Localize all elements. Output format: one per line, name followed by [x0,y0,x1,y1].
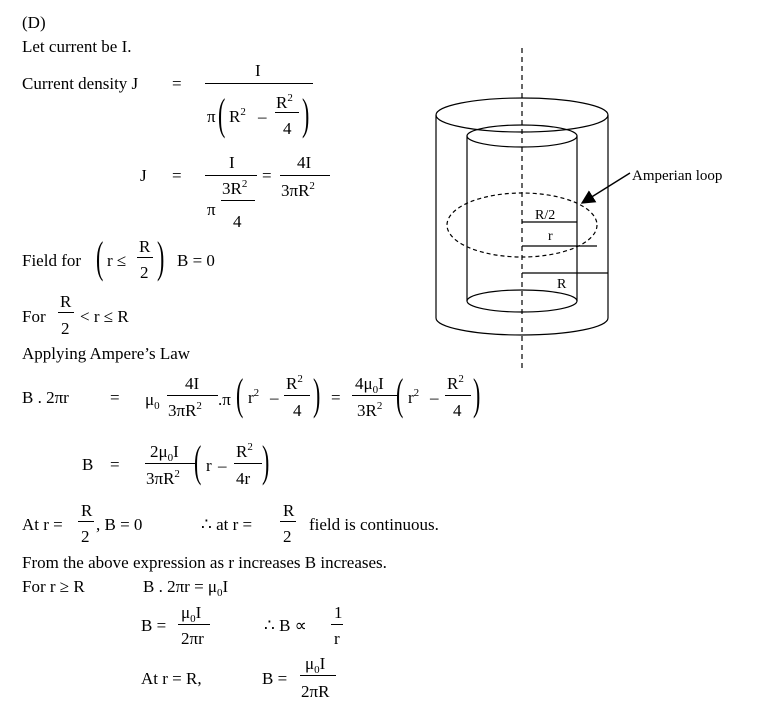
paren-open: ( [194,437,202,486]
paren-open: ( [396,370,404,419]
three-pi-R-sq: $3\pi R^2$ [146,468,180,488]
three-R-sq: $3R^2$ [357,400,383,420]
applying-amperes-law: Applying Ampere’s Law [22,344,191,363]
at-r-R-label: At r = R, [141,669,202,688]
R-sq-num: $R^2$ [286,373,303,393]
numerator-4I: 4I [297,153,312,172]
denominator-2: 2 [61,319,70,338]
equals-sign: = [110,455,120,474]
label-R-half: R/2 [535,208,556,223]
range-text: < r ≤ R [80,307,129,326]
amperian-loop-label: Amperian loop [632,168,723,184]
numerator-1: 1 [334,603,343,622]
therefore-at-r: ∴ at r = [201,515,253,534]
R-num: R [283,501,295,520]
two-pi-R: 2πR [301,682,330,701]
mu0-I: $\mu_0I$ [305,654,326,676]
at-r-label: At r = [22,515,63,534]
three-pi-R-sq: $3\pi R^2$ [281,180,315,200]
three-pi-R-sq: $3\pi R^2$ [168,400,202,420]
denominator-2: 2 [283,527,292,546]
B-label: B [82,455,94,474]
paren-open: ( [236,370,244,419]
denominator-4: 4 [283,119,292,138]
numerator-4I: 4I [185,374,200,393]
denominator-4: 4 [233,212,242,231]
numerator-I: I [229,153,235,172]
dot-pi: .π [218,390,231,409]
numerator-I: I [255,61,261,80]
denominator-2: 2 [81,527,90,546]
equals-sign: = [172,166,182,185]
R-num: R [139,237,151,256]
B-2pir-label: B . 2πr [22,388,69,407]
R-sq-num: $R^2$ [447,373,464,393]
therefore-B-prop: ∴ B ∝ [264,616,307,635]
paren-close: ) [262,437,270,486]
B-equals-zero: B = 0 [177,251,215,270]
r-sq: $r^2$ [408,387,420,407]
two-pi-r: 2πr [181,629,204,648]
pi-symbol: π [207,200,216,219]
for-r-ge-R: For r ≥ R [22,577,85,596]
three-R-sq: $3R^2$ [222,178,248,198]
r-sq: $r^2$ [248,387,260,407]
equals-sign: = [110,388,120,407]
mu0-I: $\mu_0I$ [181,603,202,625]
option-label: (D) [22,13,46,32]
minus-sign: – [218,456,227,475]
equals-sign: = [172,74,182,93]
minus-sign: – [270,388,279,407]
label-r: r [548,229,553,244]
denominator-r: r [334,629,340,648]
denominator-4: 4 [453,401,462,420]
paren-close: ) [473,370,481,419]
let-current-text: Let current be I. [22,37,132,56]
r-var: r [206,456,212,475]
minus-sign: – [258,107,267,126]
paren-close: ) [157,233,165,282]
R-num: R [81,501,93,520]
B-equals: B = [262,669,288,688]
paren-close: ) [313,370,321,419]
minus-sign: – [430,388,439,407]
r-le-text: r ≤ [107,251,127,270]
amperian-arrow [582,173,630,203]
R-num: R [60,292,72,311]
field-for-label: Field for [22,251,82,270]
R-sq-num: $R^2$ [276,92,293,112]
denominator-4: 4 [293,401,302,420]
from-above-text: From the above expression as r increases B increases. [22,553,387,572]
mu-zero: $\mu_0$ [145,390,160,412]
denominator-2: 2 [140,263,149,282]
J-label: J [140,166,147,185]
pi-symbol: π [207,107,216,126]
R-sq-num: $R^2$ [236,441,253,461]
paren-open: ( [96,233,104,282]
current-density-label: Current density J [22,74,139,93]
equals-sign: = [331,388,341,407]
equals-sign: = [262,166,272,185]
R-sq: $R^2$ [229,106,246,126]
paren-open: ( [218,90,226,139]
for-label: For [22,307,46,326]
field-continuous-text: field is continuous. [309,515,439,534]
B-equals-zero: , B = 0 [96,515,143,534]
four-mu0-I: $4\mu_0I$ [355,374,384,396]
two-mu0-I: $2\mu_0I$ [150,442,179,464]
B-2pir-eq-mu0I: B . $2\pi r = \mu_0I$ [143,577,229,599]
paren-close: ) [302,90,310,139]
B-equals: B = [141,616,167,635]
label-R: R [557,277,567,292]
inner-top-ellipse [467,125,577,147]
four-r: 4r [236,469,251,488]
